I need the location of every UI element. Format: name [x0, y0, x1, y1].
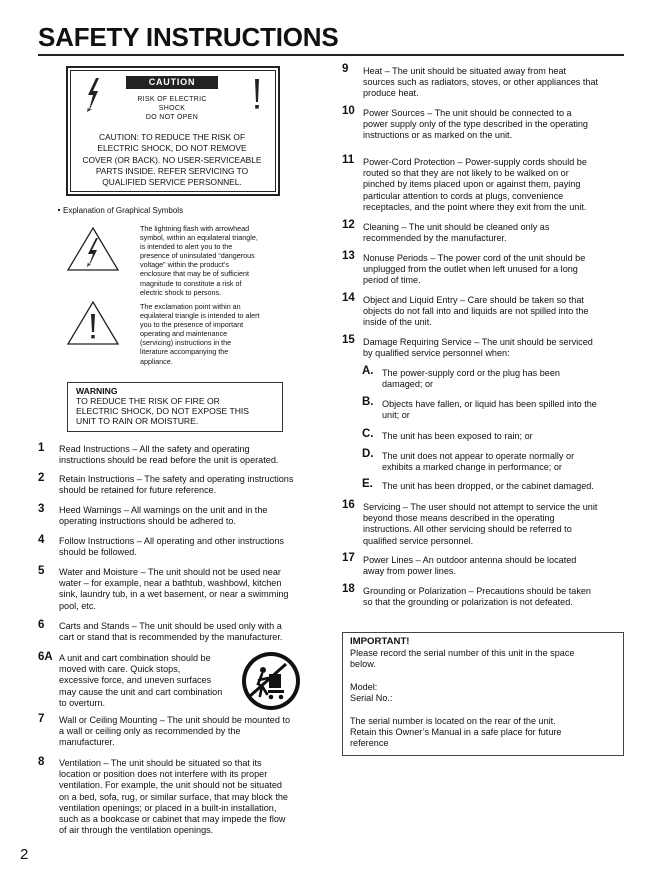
item-line: should be retained for future reference.	[59, 485, 217, 496]
item-line: excessive force, and uneven surfaces	[59, 675, 212, 686]
item-line: power supply only of the type described in the operating	[363, 119, 588, 130]
title-rule	[38, 54, 624, 56]
description-line: enclosure that may be of sufficient	[140, 269, 249, 279]
item-line: The unit does not appear to operate normally or	[382, 451, 575, 461]
lightning-description	[140, 224, 282, 297]
important-line: Retain this Owner’s Manual in a safe place for future	[350, 727, 562, 738]
item-line: Heed Warnings – All warnings on the unit and in the	[59, 505, 268, 515]
item-line: Servicing – The user should not attempt to service the unit	[363, 502, 598, 512]
description-line: literature accompanying the	[140, 347, 229, 357]
warning-line: ELECTRIC SHOCK, DO NOT EXPOSE THIS	[76, 406, 250, 417]
item-text	[363, 222, 625, 244]
item-text	[363, 157, 625, 213]
item-line: sources such as radiators, stoves, or other appliances that	[363, 77, 599, 88]
item-line: Power Sources – The unit should be connected to a	[363, 108, 572, 118]
sub-item-letter: E.	[362, 478, 373, 490]
item-line: damaged; or	[382, 379, 434, 390]
item-text	[363, 555, 625, 577]
item-line: Damage Requiring Service – The unit should be serviced	[363, 337, 593, 347]
important-line	[350, 704, 616, 715]
caution-text-line: CAUTION: TO REDUCE THE RISK OF	[98, 132, 246, 142]
important-line: below.	[350, 659, 376, 670]
item-line: unplugged from the outlet when left unused for a long	[363, 264, 578, 275]
description-line: The lightning flash with arrowhead	[140, 224, 250, 233]
important-line	[350, 671, 616, 682]
important-line: reference	[350, 738, 389, 749]
item-text	[363, 108, 625, 142]
item-text	[59, 536, 319, 558]
sub-item-text	[382, 431, 626, 442]
lightning-flash-icon	[82, 76, 104, 114]
item-line: receptacles, and the point where they exit from the unit.	[363, 201, 587, 212]
description-line: operating and maintenance	[140, 329, 228, 339]
exclamation-description	[140, 302, 282, 366]
important-line: The serial number is located on the rear of the unit.	[350, 715, 556, 726]
important-line: Model:	[350, 681, 378, 692]
item-line: ventilation openings; or placed in a built-in installation,	[59, 802, 277, 813]
item-line: exhibits a marked change in performance; or	[382, 462, 562, 473]
item-line: objects do not fall into and liquids are not spilled into the	[363, 306, 589, 317]
description-line: is intended to alert you to the	[140, 242, 233, 252]
description-line: symbol, within an equilateral triangle,	[140, 233, 258, 243]
important-line: Serial No.:	[350, 693, 393, 704]
item-line: routed so that they are not likely to be walked on or	[363, 168, 569, 179]
cart-warning-icon	[240, 650, 302, 712]
item-line: Object and Liquid Entry – Care should be taken so that	[363, 295, 584, 305]
important-title: IMPORTANT!	[350, 636, 410, 647]
item-line: may cause the unit and cart combination	[59, 686, 223, 697]
description-line: equilateral triangle is intended to alert	[140, 311, 260, 321]
caution-text-line: COVER (OR BACK). NO USER-SERVICEABLE	[82, 154, 262, 165]
symbols-heading: Explanation of Graphical Symbols	[63, 206, 184, 215]
item-number: 6	[38, 619, 45, 631]
item-line: period of time.	[363, 275, 421, 286]
item-text	[59, 758, 321, 836]
item-number: 10	[342, 105, 355, 117]
important-line: Please record the serial number of this unit in the space	[350, 648, 575, 658]
caution-text-line: PARTS INSIDE. REFER SERVICING TO	[95, 165, 249, 176]
item-number: 15	[342, 334, 355, 346]
item-line: Water and Moisture – The unit should not be used near	[59, 567, 281, 577]
item-line: water – for example, near a bathtub, washbowl, kitchen	[59, 578, 282, 589]
caution-subtitle	[126, 95, 218, 122]
description-line: (servicing) instructions in the	[140, 338, 232, 348]
item-text	[363, 253, 625, 287]
item-number: 6A	[38, 651, 53, 663]
description-line: presence of uninsulated “dangerous	[140, 251, 255, 261]
item-line: Follow Instructions – All operating and other instructions	[59, 536, 284, 546]
caution-subtitle-line: DO NOT OPEN	[145, 114, 199, 121]
item-text	[59, 505, 319, 527]
description-line: appliance.	[140, 356, 173, 366]
item-line: recommended by the manufacturer.	[363, 233, 507, 244]
exclamation-icon	[243, 76, 271, 114]
page-number: 2	[20, 846, 29, 863]
caution-text	[74, 132, 270, 188]
exclamation-triangle-icon	[66, 300, 120, 346]
item-line: Power-Cord Protection – Power-supply cords should be	[363, 157, 587, 167]
item-line: Carts and Stands – The unit should be used only with a	[59, 621, 282, 631]
sub-item-letter: A.	[362, 365, 374, 377]
item-line: Heat – The unit should be situated away from heat	[363, 66, 567, 76]
item-line: inside of the unit.	[363, 317, 432, 328]
sub-item-letter: D.	[362, 448, 374, 460]
item-text	[59, 444, 309, 466]
item-line: on a bed, sofa, rug, or similar surface, that may block the	[59, 791, 288, 802]
item-text	[363, 586, 627, 608]
item-line: by qualified service personnel when:	[363, 348, 510, 359]
item-line: Nonuse Periods – The power cord of the unit should be	[363, 253, 586, 263]
item-text	[363, 502, 629, 547]
item-line: manufacturer.	[59, 737, 115, 748]
item-line: should be followed.	[59, 547, 137, 558]
item-number: 17	[342, 552, 355, 564]
item-line: instructions. All other servicing should be referred to	[363, 524, 572, 535]
item-line: such as a bookcase or cabinet that may impede the flow	[59, 814, 286, 825]
item-line: produce heat.	[363, 88, 419, 99]
item-number: 13	[342, 250, 355, 262]
item-line: The unit has been dropped, or the cabinet damaged.	[382, 481, 594, 491]
item-text	[363, 295, 625, 329]
item-text	[59, 474, 319, 496]
item-line: operating instructions should be adhered to.	[59, 516, 236, 527]
warning-line: TO REDUCE THE RISK OF FIRE OR	[76, 396, 220, 406]
item-text	[363, 337, 625, 359]
bullet	[58, 209, 60, 211]
item-text	[59, 621, 319, 643]
item-line: instructions should be read before the unit is operated.	[59, 455, 279, 466]
warning-title: WARNING	[76, 386, 118, 396]
item-text	[59, 653, 243, 709]
item-line: Read Instructions – All the safety and operating	[59, 444, 250, 454]
item-line: beyond those means described in the operating	[363, 513, 555, 524]
item-number: 7	[38, 713, 45, 725]
item-line: Wall or Ceiling Mounting – The unit should be mounted to	[59, 715, 291, 725]
page-title: SAFETY INSTRUCTIONS	[38, 22, 339, 52]
important-text	[350, 648, 616, 750]
item-line: Retain Instructions – The safety and operating instructions	[59, 474, 294, 484]
item-line: particular attention to cords at plugs, convenience	[363, 190, 564, 201]
caution-text-line: QUALIFIED SERVICE PERSONNEL.	[102, 177, 242, 188]
item-line: a wall or ceiling only as recommended by the	[59, 726, 241, 737]
item-line: to overturn.	[59, 697, 105, 708]
sub-item-text	[382, 451, 626, 473]
item-text	[59, 715, 319, 749]
item-text	[59, 567, 319, 612]
item-number: 3	[38, 503, 45, 515]
item-line: moved with care. Quick stops,	[59, 664, 181, 675]
item-number: 18	[342, 583, 355, 595]
description-line: voltage” within the product’s	[140, 260, 229, 270]
description-line: you to the presence of important	[140, 320, 244, 330]
item-line: pinched by items placed upon or against them, paying	[363, 179, 581, 190]
item-line: ventilation. For example, the unit should not be situated	[59, 780, 282, 791]
item-line: The unit has been exposed to rain; or	[382, 431, 533, 441]
item-line: sink, laundry tub, in a wet basement, or near a swimming	[59, 589, 289, 600]
item-number: 1	[38, 442, 45, 454]
item-line: location or position does not interfere with its proper	[59, 769, 268, 780]
item-line: Power Lines – An outdoor antenna should be located	[363, 555, 577, 565]
item-number: 4	[38, 534, 45, 546]
item-line: unit; or	[382, 410, 410, 421]
description-line: The exclamation point within an	[140, 302, 241, 311]
item-line: away from power lines.	[363, 566, 456, 577]
item-line: cart or stand that is recommended by the manufacturer.	[59, 632, 283, 643]
description-line: magnitude to constitute a risk of	[140, 278, 242, 288]
item-number: 16	[342, 499, 355, 511]
item-number: 12	[342, 219, 355, 231]
sub-item-letter: B.	[362, 396, 374, 408]
item-line: pool, etc.	[59, 600, 96, 611]
warning-text	[76, 396, 276, 427]
item-line: Objects have fallen, or liquid has been spilled into the	[382, 399, 597, 409]
sub-item-letter: C.	[362, 428, 374, 440]
item-line: A unit and cart combination should be	[59, 653, 211, 663]
item-number: 11	[342, 154, 355, 166]
warning-line: UNIT TO RAIN OR MOISTURE.	[76, 416, 199, 427]
item-number: 8	[38, 756, 45, 768]
item-number: 2	[38, 472, 45, 484]
item-line: The power-supply cord or the plug has been	[382, 368, 560, 378]
item-line: instructions or as marked on the unit.	[363, 130, 513, 141]
caution-badge: CAUTION	[126, 76, 218, 89]
item-line: Ventilation – The unit should be situated so that its	[59, 758, 262, 768]
item-line: qualified service personnel.	[363, 535, 474, 546]
sub-item-text	[382, 399, 626, 421]
caution-subtitle-line: RISK OF ELECTRIC SHOCK	[137, 96, 207, 112]
lightning-triangle-icon	[66, 226, 120, 272]
item-number: 9	[342, 63, 349, 75]
item-line: so that the grounding or polarization is not defeated.	[363, 597, 573, 608]
sub-item-text	[382, 481, 626, 492]
sub-item-text	[382, 368, 626, 390]
item-line: Grounding or Polarization – Precautions should be taken	[363, 586, 591, 596]
caution-text-line: ELECTRIC SHOCK, DO NOT REMOVE	[97, 143, 247, 154]
item-number: 5	[38, 565, 45, 577]
description-line: electric shock to persons.	[140, 287, 222, 297]
item-number: 14	[342, 292, 355, 304]
item-line: Cleaning – The unit should be cleaned only as	[363, 222, 550, 232]
item-line: of air through the ventilation openings.	[59, 825, 214, 836]
item-text	[363, 66, 627, 100]
